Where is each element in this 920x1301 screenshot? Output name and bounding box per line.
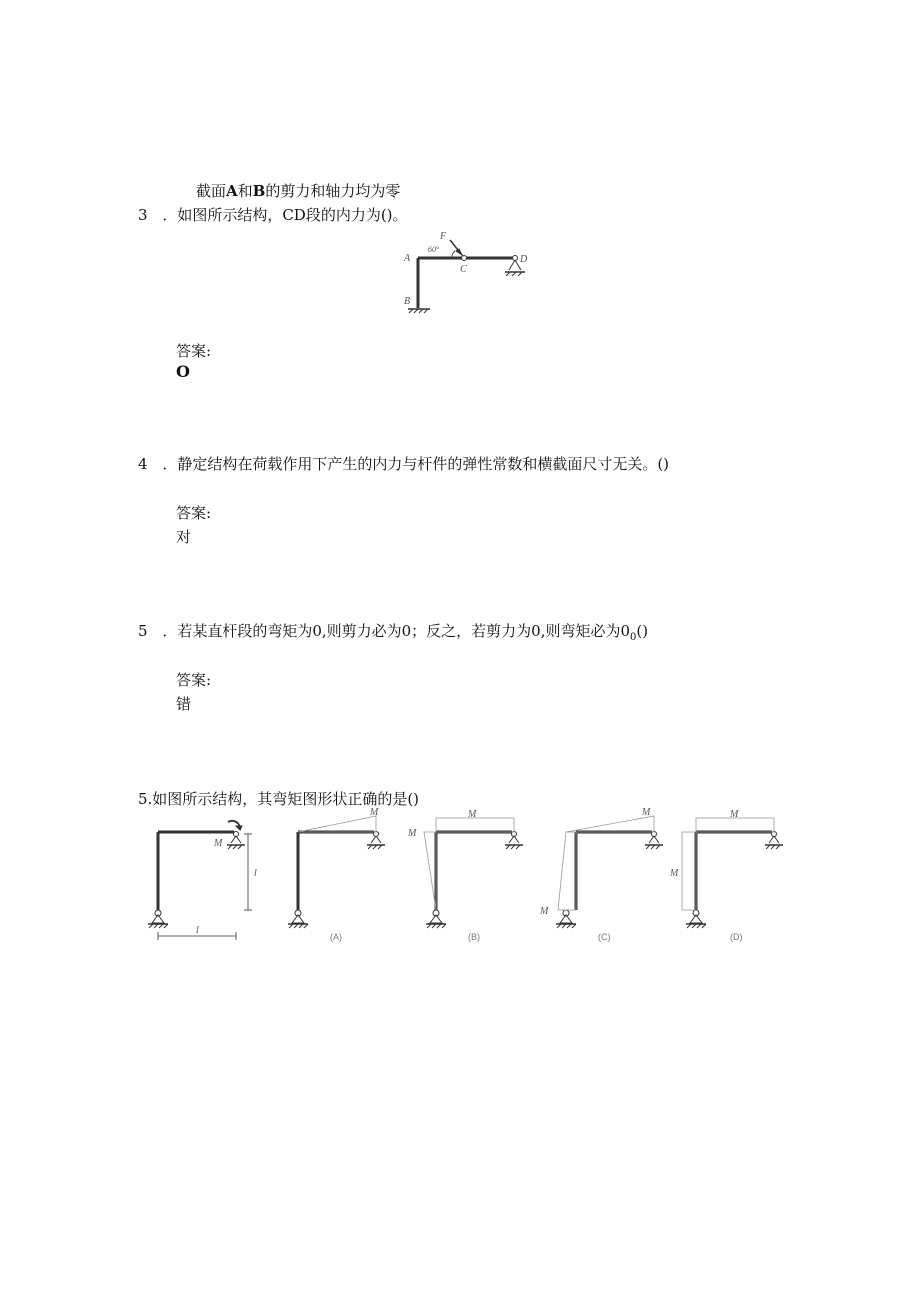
question-3 (138, 204, 408, 225)
label-angle: 60° (428, 245, 440, 254)
question-4 (138, 453, 669, 474)
option-c-diagram (556, 816, 663, 928)
question-4-number: 4 (138, 455, 148, 473)
length-label-vertical: l (254, 868, 257, 879)
question-5 (138, 620, 648, 643)
label-a: A (404, 253, 411, 264)
previous-answer (196, 180, 400, 201)
option-a-moment-label: M (370, 807, 379, 818)
option-c-label: (C) (598, 932, 611, 942)
option-d-moment-label-top: M (730, 809, 739, 820)
moment-label-original: M (214, 838, 223, 849)
question-3-figure (396, 231, 556, 318)
hinge-c (462, 256, 467, 261)
question-6: 5.如图所示结构，其弯矩图形状正确的是() (138, 790, 420, 808)
question-3-text: ．如图所示结构，CD段的内力为()。 (162, 206, 408, 224)
section-a: A (226, 182, 238, 200)
question-4-answer-label: 答案: (176, 504, 212, 522)
question-3-answer-label: 答案: (176, 342, 212, 360)
section-b: B (252, 182, 266, 200)
option-d-moment-label-side: M (670, 868, 679, 879)
label-d: D (520, 254, 528, 265)
option-c-moment-label-top: M (642, 807, 651, 818)
option-c-moment-label-side: M (540, 906, 549, 917)
previous-answer-mid: 和 (237, 182, 253, 200)
question-5-text-main: ．若某直杆段的弯矩为0,则剪力必为0；反之，若剪力为0,则弯矩必为0 (162, 622, 631, 640)
question-4-answer: 对 (176, 528, 192, 546)
question-5-answer: 错 (176, 695, 192, 713)
question-5-answer-label: 答案: (176, 671, 212, 689)
label-b: B (404, 296, 411, 307)
option-b-diagram (424, 818, 523, 928)
question-5-subscript: 0 (630, 632, 637, 643)
option-d-diagram (682, 818, 783, 928)
question-5-text (162, 622, 649, 643)
option-b-moment-label-top: M (468, 809, 477, 820)
option-a-diagram (288, 816, 385, 928)
length-label-horizontal: l (196, 925, 199, 936)
option-d-label: (D) (730, 932, 743, 942)
previous-answer-pre: 截面 (196, 182, 227, 200)
option-a-label: (A) (330, 932, 342, 942)
option-b-moment-label-side: M (408, 828, 417, 839)
previous-answer-post: 的剪力和轴力均为零 (265, 182, 401, 200)
question-5-number: 5 (138, 622, 148, 640)
question-6-figure (140, 806, 800, 946)
option-b-label: (B) (468, 932, 480, 942)
question-3-number: 3 (138, 206, 148, 224)
original-structure (148, 821, 252, 940)
question-3-answer: O (176, 362, 190, 381)
label-c: C (460, 264, 467, 275)
question-4-text: ．静定结构在荷载作用下产生的内力与杆件的弹性常数和横截面尺寸无关。() (162, 455, 670, 473)
question-5-text-end: () (636, 622, 649, 640)
label-f: F (440, 231, 447, 242)
